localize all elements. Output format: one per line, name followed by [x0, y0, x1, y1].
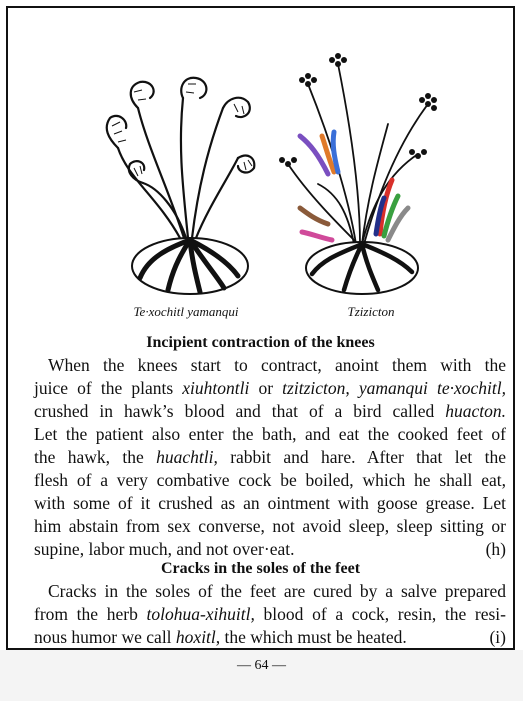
text-line	[34, 538, 506, 561]
text-line: him abstain from sex converse, not avoid sleep, sleep sitting or	[34, 516, 506, 536]
text-line: flesh of a very combative cock be boiled, which he shall eat,	[34, 470, 506, 490]
section-marker-h: (h)	[485, 539, 506, 559]
text-line	[34, 626, 506, 649]
italic-term: tzitzicton, yamanqui te·xochitl,	[282, 378, 507, 398]
italic-term: hoxitl,	[175, 627, 221, 647]
text-line: with some of it crushed as an ointment with goose grease. Let	[34, 493, 506, 513]
text-line: When the knees start to contract, anoint them with the	[48, 355, 506, 375]
text-line: Let the patient also enter the bath, and eat the cooked feet of	[34, 424, 506, 444]
caption-texochitl: Te·xochitl yamanqui	[133, 304, 239, 319]
paragraph-soles	[34, 580, 506, 649]
page-number: — 64 —	[237, 658, 286, 673]
text-line: juice of the plants xiuhtontli or tzitzicton, yamanqui te·xochitl,	[34, 378, 507, 398]
text-line-end: supine, labor much, and not over·eat.	[34, 539, 295, 559]
section-heading-soles: Cracks in the soles of the feet	[160, 560, 361, 577]
text-line: the hawk, the huachtli, rabbit and hare. After that let the	[34, 447, 506, 467]
italic-term: huacton.	[445, 401, 506, 421]
italic-term: huachtli,	[156, 447, 218, 467]
paragraph-knees	[34, 354, 506, 561]
italic-term: xiuhtontli	[182, 378, 250, 398]
text-line: from the herb tolohua-xihuitl, blood of a cock, resin, the resi-	[34, 604, 507, 624]
italic-term: tolohua-xihuitl,	[146, 604, 255, 624]
section-heading-knees: Incipient contraction of the knees	[146, 334, 375, 351]
caption-tzizicton: Tzizicton	[347, 304, 395, 319]
plant-illustration-tzizicton	[268, 44, 448, 298]
text-line: crushed in hawk’s blood and that of a bird called huacton.	[34, 401, 506, 421]
page-frame	[6, 6, 515, 650]
text-line: Cracks in the soles of the feet are cured by a salve prepared	[48, 581, 506, 601]
section-marker-i: (i)	[489, 627, 506, 647]
plant-illustration-texochitl	[88, 68, 258, 298]
text-line-end: nous humor we call hoxitl, the which must be heated.	[34, 627, 407, 647]
